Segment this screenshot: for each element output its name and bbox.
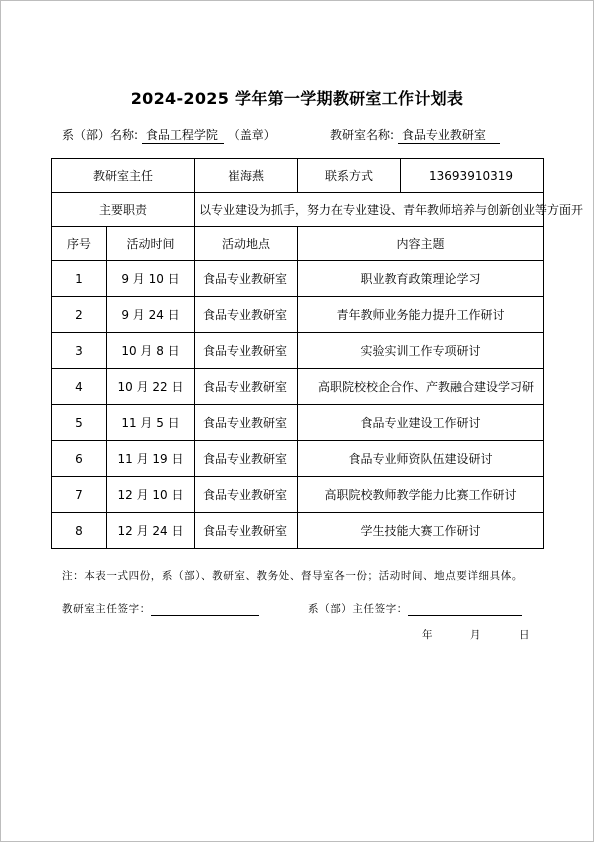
row-date: 11 月 19 日 bbox=[107, 441, 195, 477]
row-place: 食品专业教研室 bbox=[195, 297, 298, 333]
table-row bbox=[52, 261, 544, 297]
row-topic: 职业教育政策理论学习 bbox=[298, 261, 544, 297]
director-label: 教研室主任 bbox=[52, 159, 195, 193]
date-year: 年 bbox=[422, 629, 433, 641]
footnote: 注：本表一式四份，系（部）、教研室、教务处、督导室各一份；活动时间、地点要详细具体。 bbox=[62, 570, 523, 582]
row-date: 12 月 24 日 bbox=[107, 513, 195, 549]
date-day: 日 bbox=[519, 629, 530, 641]
row-place: 食品专业教研室 bbox=[195, 369, 298, 405]
row-topic: 食品专业师资队伍建设研讨 bbox=[298, 441, 544, 477]
table-row bbox=[52, 297, 544, 333]
row-place: 食品专业教研室 bbox=[195, 261, 298, 297]
table-row bbox=[52, 333, 544, 369]
header-topic: 内容主题 bbox=[298, 227, 544, 261]
header-place: 活动地点 bbox=[195, 227, 298, 261]
contact-label: 联系方式 bbox=[298, 159, 401, 193]
row-no: 7 bbox=[52, 477, 107, 513]
row-place: 食品专业教研室 bbox=[195, 333, 298, 369]
director-row bbox=[52, 159, 544, 193]
header-date: 活动时间 bbox=[107, 227, 195, 261]
row-topic: 高职院校校企合作、产教融合建设学习研 bbox=[298, 369, 544, 405]
dept-value: 食品工程学院 bbox=[142, 128, 224, 144]
row-no: 6 bbox=[52, 441, 107, 477]
row-place: 食品专业教研室 bbox=[195, 477, 298, 513]
dept-info bbox=[62, 126, 276, 144]
row-topic: 实验实训工作专项研讨 bbox=[298, 333, 544, 369]
office-signature-line[interactable] bbox=[151, 603, 259, 616]
row-topic: 食品专业建设工作研讨 bbox=[298, 405, 544, 441]
header-row bbox=[52, 227, 544, 261]
office-info bbox=[330, 126, 500, 144]
row-topic: 学生技能大赛工作研讨 bbox=[298, 513, 544, 549]
office-signature bbox=[62, 601, 259, 616]
date-month: 月 bbox=[470, 629, 481, 641]
contact-value: 13693910319 bbox=[401, 159, 544, 193]
page-title: 2024-2025 学年第一学期教研室工作计划表 bbox=[130, 89, 464, 108]
header-no: 序号 bbox=[52, 227, 107, 261]
row-no: 3 bbox=[52, 333, 107, 369]
row-place: 食品专业教研室 bbox=[195, 441, 298, 477]
row-date: 9 月 10 日 bbox=[107, 261, 195, 297]
row-place: 食品专业教研室 bbox=[195, 405, 298, 441]
dept-label: 系（部）名称: bbox=[62, 128, 139, 142]
row-no: 8 bbox=[52, 513, 107, 549]
dept-signature-label: 系（部）主任签字： bbox=[308, 603, 408, 615]
duty-row bbox=[52, 193, 544, 227]
row-date: 10 月 22 日 bbox=[107, 369, 195, 405]
row-no: 2 bbox=[52, 297, 107, 333]
stamp-note: （盖章） bbox=[227, 128, 276, 142]
office-label: 教研室名称: bbox=[330, 128, 395, 142]
row-topic: 青年教师业务能力提升工作研讨 bbox=[298, 297, 544, 333]
plan-table bbox=[51, 158, 584, 549]
row-date: 10 月 8 日 bbox=[107, 333, 195, 369]
dept-signature bbox=[308, 601, 522, 616]
row-no: 1 bbox=[52, 261, 107, 297]
row-date: 9 月 24 日 bbox=[107, 297, 195, 333]
table-row bbox=[52, 369, 544, 405]
row-date: 12 月 10 日 bbox=[107, 477, 195, 513]
director-name: 崔海燕 bbox=[195, 159, 298, 193]
row-no: 4 bbox=[52, 369, 107, 405]
office-value: 食品专业教研室 bbox=[398, 128, 500, 144]
office-signature-label: 教研室主任签字： bbox=[62, 603, 151, 615]
table-row bbox=[52, 441, 544, 477]
dept-signature-line[interactable] bbox=[408, 603, 522, 616]
duty-value: 以专业建设为抓手，努力在专业建设、青年教师培养与创新创业等方面开 bbox=[195, 193, 544, 227]
duty-label: 主要职责 bbox=[52, 193, 195, 227]
table-row bbox=[52, 405, 544, 441]
row-topic: 高职院校教师教学能力比赛工作研讨 bbox=[298, 477, 544, 513]
table-row bbox=[52, 513, 544, 549]
row-date: 11 月 5 日 bbox=[107, 405, 195, 441]
row-no: 5 bbox=[52, 405, 107, 441]
row-place: 食品专业教研室 bbox=[195, 513, 298, 549]
table-row bbox=[52, 477, 544, 513]
